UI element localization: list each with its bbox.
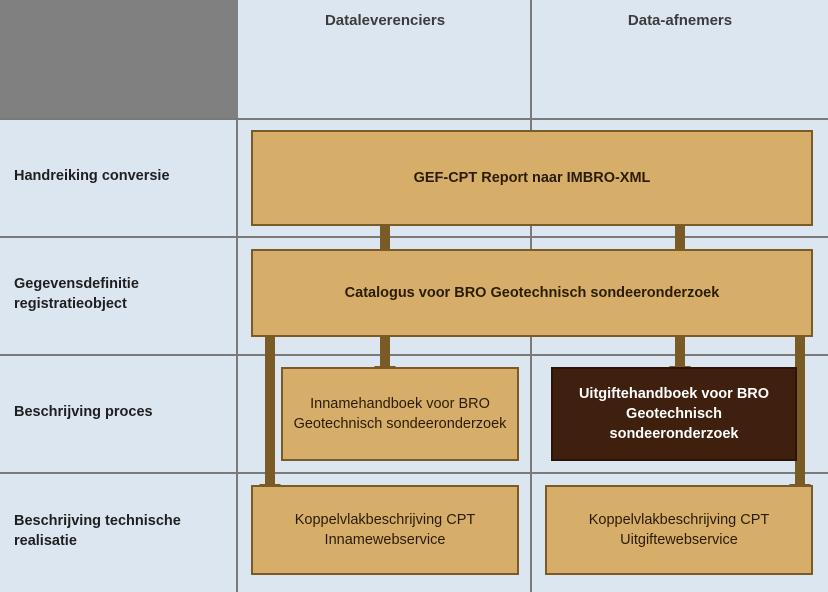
column-header-data-afnemers bbox=[532, 0, 828, 118]
box-label: Uitgiftehandboek voor BRO Geotechnisch sondeeronderzoek bbox=[578, 385, 770, 443]
box-koppelvlak-innamewebservice[interactable] bbox=[251, 485, 519, 575]
row-label-text: Beschrijving proces bbox=[14, 404, 153, 421]
row-label-beschrijving-technische-realisatie bbox=[0, 472, 238, 592]
box-label: GEF-CPT Report naar IMBRO-XML bbox=[413, 169, 651, 186]
box-label: Koppelvlakbeschrijving CPT Uitgiftewebservice bbox=[588, 511, 770, 548]
row-label-handreiking-conversie bbox=[0, 118, 238, 236]
row-label-text: Beschrijving technische realisatie bbox=[14, 513, 181, 549]
box-label: Koppelvlakbeschrijving CPT Innamewebservice bbox=[294, 511, 476, 548]
arrow-catalogus-to-uitgiftehandboek bbox=[675, 337, 685, 367]
arrow-catalogus-to-koppelvlak-inname bbox=[265, 337, 275, 485]
box-catalogus[interactable] bbox=[251, 249, 813, 337]
box-koppelvlak-uitgiftewebservice[interactable] bbox=[545, 485, 813, 575]
arrow-catalogus-to-conversie-left bbox=[380, 225, 390, 251]
row-label-text: Handreiking conversie bbox=[14, 168, 170, 185]
box-uitgiftehandboek[interactable] bbox=[551, 367, 797, 461]
box-label: Innamehandboek voor BRO Geotechnisch sondeeronderzoek bbox=[293, 395, 507, 432]
column-header-label: Data-afnemers bbox=[627, 12, 733, 29]
box-label: Catalogus voor BRO Geotechnisch sondeeronderzoek bbox=[344, 284, 720, 301]
row-label-beschrijving-proces bbox=[0, 354, 238, 472]
arrow-catalogus-to-innamehandboek bbox=[380, 337, 390, 367]
column-header-label: Dataleverenciers bbox=[324, 12, 446, 29]
column-header-dataleveranciers bbox=[238, 0, 532, 118]
box-handreiking-conversie[interactable] bbox=[251, 130, 813, 226]
row-label-gegevensdefinitie bbox=[0, 236, 238, 354]
row-label-text: Gegevensdefinitie registratieobject bbox=[14, 276, 139, 312]
box-innamehandboek[interactable] bbox=[281, 367, 519, 461]
arrow-catalogus-to-conversie-right bbox=[675, 225, 685, 251]
header-corner-block bbox=[0, 0, 238, 118]
